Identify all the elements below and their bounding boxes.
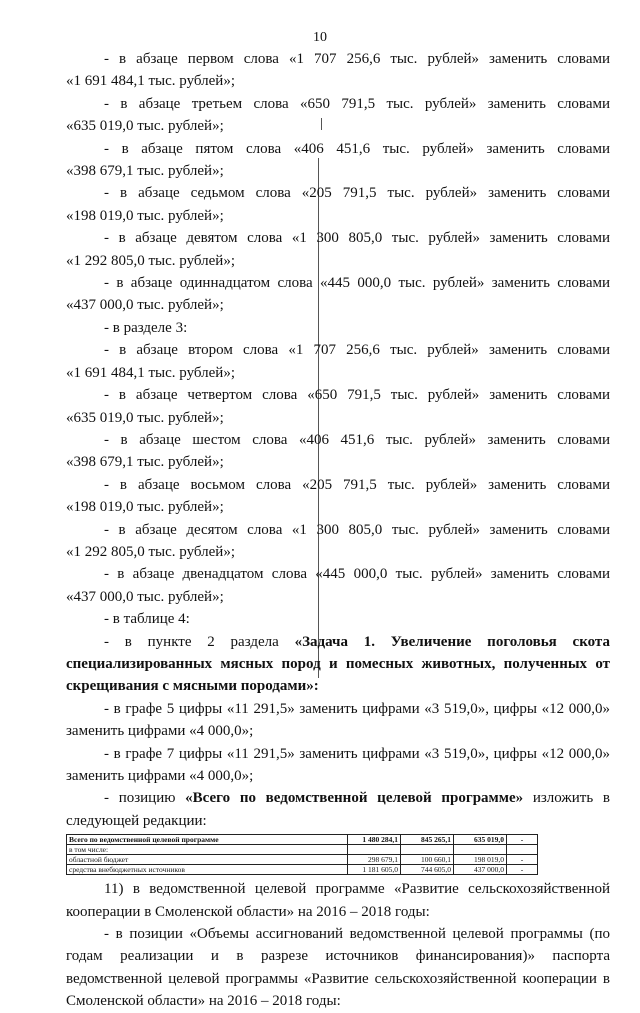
text-line: - в абзаце двенадцатом слова «445 000,0 тыс. рублей» заменить словами [104,566,610,583]
text-line: кооперации в Смоленской области» на 2016 – 2018 годы: [66,903,430,920]
text-line: - в таблице 4: [104,611,190,628]
text-line: 11) в ведомственной целевой программе «Развитие сельскохозяйственной [104,881,610,898]
text-line: - в абзаце восьмом слова «205 791,5 тыс. рублей» заменить словами [104,476,610,493]
page-number: 10 [313,30,327,45]
text-line: «635 019,0 тыс. рублей»; [66,409,224,426]
table-cell: 845 265,1 [401,835,454,845]
text-line: - в абзаце десятом слова «1 300 805,0 тыс. рублей» заменить словами [104,521,610,538]
text-line: «1 691 484,1 тыс. рублей»; [66,364,235,381]
document-body [66,48,610,1013]
table-cell: 1 181 605,0 [348,865,401,875]
text-fragment: изложить в [523,790,610,807]
budget-table [66,834,538,875]
table-cell: 437 000,0 [454,865,507,875]
text-line: специализированных мясных пород и помесных животных, полученных от [66,655,610,672]
text-line: - в абзаце первом слова «1 707 256,6 тыс. рублей» заменить словами [104,51,610,67]
text-line: «398 679,1 тыс. рублей»; [66,454,224,471]
table-row [67,855,538,865]
text-line: «437 000,0 тыс. рублей»; [66,297,224,314]
table-cell: в том числе: [67,845,348,855]
table-cell [507,845,538,855]
text-paragraph: - в позиции «Объемы ассигнований ведомственной целевой программы (по годам реализации и в разрезе источников финансирования)» паспорта ведомственной целевой программы «Развитие сельскохозяйственной кооперации в Смоленской области» на 2016 – 2018 годы: [66,926,610,1010]
table-row [67,845,538,855]
table-cell: 635 019,0 [454,835,507,845]
text-line: - в абзаце третьем слова «650 791,5 тыс. рублей» заменить словами [104,95,610,112]
text-line: заменить цифрами «4 000,0»; [66,723,254,740]
table-cell: 198 019,0 [454,855,507,865]
text-fragment: - позицию [104,790,186,807]
table-cell [348,845,401,855]
table-cell: - [507,865,538,875]
table-cell: - [507,835,538,845]
text-line: - в абзаце четвертом слова «650 791,5 тыс. рублей» заменить словами [104,387,610,404]
bold-fragment: «Всего по ведомственной целевой программе» [185,790,524,807]
text-line: «398 679,1 тыс. рублей»; [66,163,224,180]
text-line: «1 691 484,1 тыс. рублей»; [66,73,235,90]
bold-fragment: «Задача 1. Увеличение поголовья скота [294,633,610,650]
table-cell [454,845,507,855]
text-line: следующей редакции: [66,812,207,829]
table-row [67,865,538,875]
text-line: «198 019,0 тыс. рублей»; [66,207,224,224]
table-cell: 1 480 284,1 [348,835,401,845]
table-cell: областной бюджет [67,855,348,865]
text-line: - в абзаце втором слова «1 707 256,6 тыс. рублей» заменить словами [104,342,610,359]
text-line: - в абзаце одиннадцатом слова «445 000,0 тыс. рублей» заменить словами [104,275,610,292]
table-cell: 298 679,1 [348,855,401,865]
text-line: «1 292 805,0 тыс. рублей»; [66,543,235,560]
text-line: - в абзаце девятом слова «1 300 805,0 тыс. рублей» заменить словами [104,230,610,247]
table-row [67,835,538,845]
text-line [66,631,610,653]
table-cell: 100 660,1 [401,855,454,865]
text-line: заменить цифрами «4 000,0»; [66,768,254,784]
text-line: «1 292 805,0 тыс. рублей»; [66,252,235,269]
text-line: скрещивания с мясными породами»: [66,678,319,695]
text-line: - в графе 5 цифры «11 291,5» заменить цифрами «3 519,0», цифры «12 000,0» [104,700,610,717]
text-line: - в абзаце седьмом слова «205 791,5 тыс. рублей» заменить словами [104,185,610,202]
table-cell: средства внебюджетных источников [67,865,348,875]
text-line: «198 019,0 тыс. рублей»; [66,499,224,516]
table-cell [401,845,454,855]
table-cell: 744 605,0 [401,865,454,875]
text-line: «635 019,0 тыс. рублей»; [66,118,224,135]
text-line: - в абзаце шестом слова «406 451,6 тыс. рублей» заменить словами [104,431,610,448]
text-fragment: - в пункте 2 раздела [104,633,295,650]
text-line: - в абзаце пятом слова «406 451,6 тыс. рублей» заменить словами [104,140,610,157]
table-cell: Всего по ведомственной целевой программе [67,835,348,845]
table-cell: - [507,855,538,865]
text-line [66,787,610,809]
text-line: - в графе 7 цифры «11 291,5» заменить цифрами «3 519,0», цифры «12 000,0» [104,745,610,762]
text-line: «437 000,0 тыс. рублей»; [66,588,224,605]
text-line: - в разделе 3: [104,319,188,336]
